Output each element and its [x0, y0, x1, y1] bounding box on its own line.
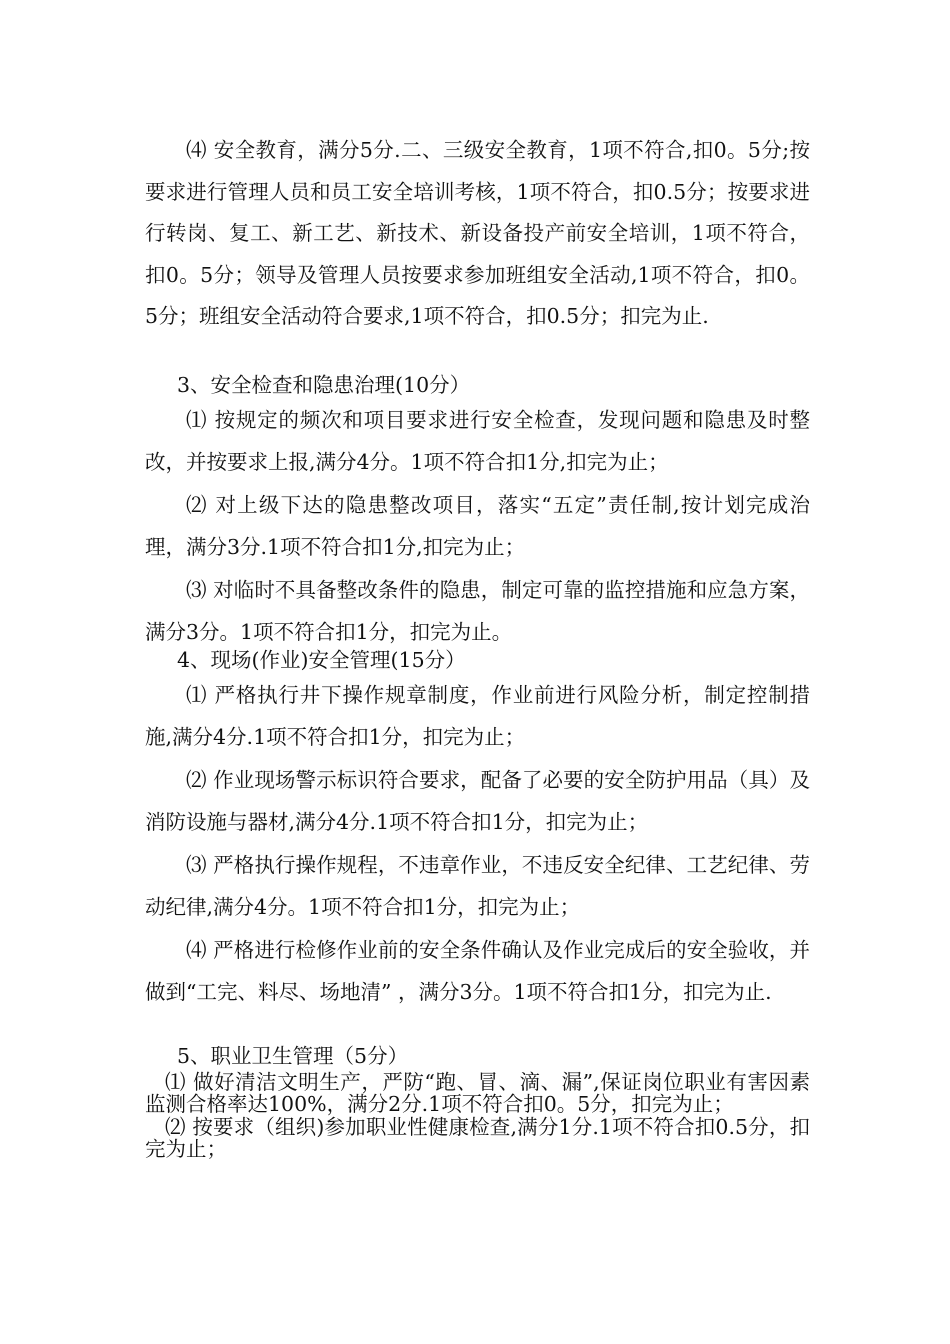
heading-section-3: 3、安全检查和隐患治理(10分）	[177, 373, 471, 397]
paragraph-3-1: ⑴ 按规定的频次和项目要求进行安全检查，发现问题和隐患及时整改，并按要求上报,满分4分。1项不符合扣1分,扣完为止；	[145, 408, 810, 474]
heading-section-5: 5、职业卫生管理（5分）	[177, 1044, 409, 1068]
section-4-items	[145, 675, 810, 1013]
paragraph-4-3: ⑶ 严格执行操作规程，不违章作业，不违反安全纪律、工艺纪律、劳动纪律,满分4分。1项不符合扣1分，扣完为止；	[145, 853, 810, 919]
paragraph-5-1: ⑴ 做好清洁文明生产，严防“跑、冒、滴、漏”,保证岗位职业有害因素监测合格率达100%，满分2分.1项不符合扣0。5分，扣完为止；	[145, 1070, 810, 1116]
paragraph-3-2: ⑵ 对上级下达的隐患整改项目，落实“五定”责任制,按计划完成治理，满分3分.1项不符合扣1分,扣完为止；	[145, 493, 810, 559]
section-3-items	[145, 400, 810, 653]
section-safety-education	[145, 130, 810, 338]
paragraph-3-3: ⑶ 对临时不具备整改条件的隐患，制定可靠的监控措施和应急方案，满分3分。1项不符合扣1分，扣完为止。	[145, 578, 810, 644]
paragraph-safety-education: ⑷ 安全教育，满分5分.二、三级安全教育，1项不符合,扣0。5分;按要求进行管理人员和员工安全培训考核，1项不符合，扣0.5分；按要求进行转岗、复工、新工艺、新技术、新设备投产前安全培训，1项不符合，扣0。5分；领导及管理人员按要求参加班组安全活动,1项不符合，扣0。5分；班组安全活动符合要求,1项不符合，扣0.5分；扣完为止.	[145, 138, 810, 328]
paragraph-5-2: ⑵ 按要求（组织)参加职业性健康检查,满分1分.1项不符合扣0.5分，扣完为止；	[145, 1115, 810, 1161]
section-5-items	[145, 1072, 810, 1160]
paragraph-4-4: ⑷ 严格进行检修作业前的安全条件确认及作业完成后的安全验收，并做到“工完、料尽、场地清” ，满分3分。1项不符合扣1分，扣完为止.	[145, 938, 810, 1004]
paragraph-4-2: ⑵ 作业现场警示标识符合要求，配备了必要的安全防护用品（具）及消防设施与器材,满分4分.1项不符合扣1分，扣完为止；	[145, 768, 810, 834]
paragraph-4-1: ⑴ 严格执行井下操作规章制度，作业前进行风险分析，制定控制措施,满分4分.1项不符合扣1分，扣完为止；	[145, 683, 810, 749]
heading-section-4: 4、现场(作业)安全管理(15分）	[177, 648, 466, 672]
